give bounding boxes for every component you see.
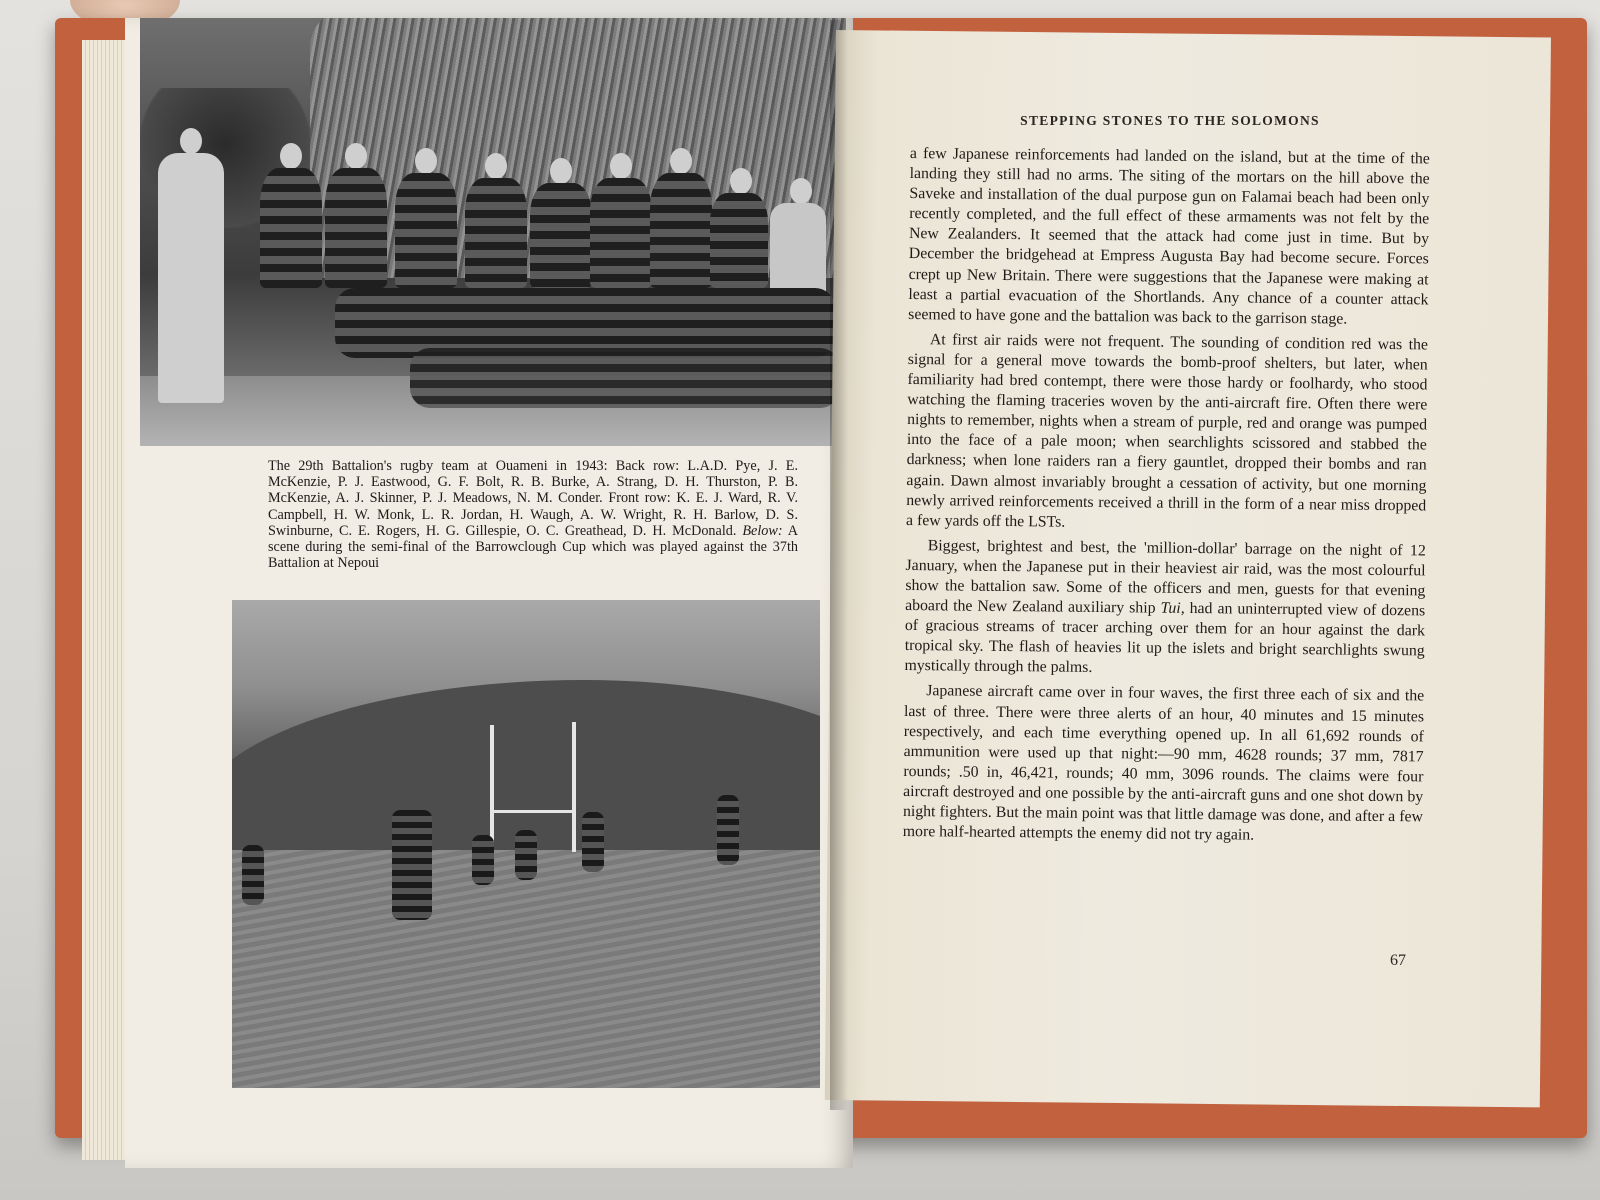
- match-photo: [232, 600, 820, 1088]
- caption-below-text: A scene during the semi-final of the Barrowclough Cup which was played against the 37th Battalion at Nepoui: [268, 522, 798, 572]
- photo-figure-head: [730, 168, 752, 194]
- photo-player: [325, 168, 387, 288]
- photo-figure-head: [345, 143, 367, 169]
- photo-seated-row: [410, 348, 840, 408]
- photo-player: [530, 183, 592, 288]
- photo-player: [260, 168, 322, 288]
- photo-figure-head: [280, 143, 302, 169]
- photo-caption: [268, 458, 798, 571]
- paragraph: a few Japanese reinforcements had landed on the island, but at the time of the landing they still had no arms. The siting of the mortars on the hill above the Saveke and installation of the dual purpose gun on Falamai beach had been only recently completed, and the full effect of these armaments was not felt by the New Zealanders. It seemed that the attack had come just in time. But by December the bridgehead at Empress Augusta Bay had become secure. Forces crept up New Britain. There were suggestions that the Japanese were making at least a partial evacuation of the Shortlands. Any chance of a counter attack seemed to have gone and the battalion was back to the garrison stage.: [908, 144, 1430, 328]
- page-body: [903, 144, 1430, 853]
- page-edges: [82, 40, 130, 1160]
- photo-figure-head: [550, 158, 572, 184]
- running-head: STEPPING STONES TO THE SOLOMONS: [1020, 113, 1320, 128]
- photo-figure-head: [670, 148, 692, 174]
- team-photo: [140, 18, 846, 446]
- photo-goal-post: [572, 722, 576, 852]
- paragraph-part: had an uninterrupted view of dozens of gracious streams of tracer arching over them for an hour against the dark tropical sky. The flash of heavies lit up the islets and bright searchlights swung mystically through the palms.: [904, 600, 1426, 677]
- gutter-shadow: [830, 20, 848, 1110]
- photo-figure-head: [610, 153, 632, 179]
- photo-figure-head: [180, 128, 202, 154]
- photo-player: [590, 178, 652, 288]
- photo-player: [650, 173, 712, 288]
- photo-figure-head: [415, 148, 437, 174]
- photo-runner: [242, 845, 264, 905]
- paragraph-part: Biggest, brightest and best, the 'million-dollar' barrage on the night of 12 January, when the Japanese put in their heaviest air raid, was the most colourful show the battalion saw. Some of the officers and men, guests for that evening aboard the New Zealand auxiliary ship: [905, 536, 1426, 617]
- caption-text: The 29th Battalion's rugby team at Ouameni in 1943: Back row: L.A.D. Pye, J. E. McKenzie, P. J. Eastwood, G. F. Bolt, R. B. Burke, A. Strang, D. H. Thurston, P. B. McKenzie, A. J. Skinner, P. J. Meadows, N. M. Conder. Front row: K. E. J. Ward, R. V. Campbell, H. W. Monk, L. R. Jordan, H. Waugh, A. W. Wright, R. H. Barlow, D. S. Swinburne, C. E. Rogers, H. G. Gillespie, O. C. Greathead, D. H. McDonald.: [268, 458, 798, 539]
- paragraph: Japanese aircraft came over in four waves, the first three each of six and the last of three. There were three alerts of an hour, 40 minutes and 15 minutes respectively, and each time everything opened up. In all 61,692 rounds of ammunition were used up that night:—90 mm, 4628 rounds; 37 mm, 7817 rounds; .50 in, 46,421, rounds; 40 mm, 3096 rounds. The claims were four aircraft destroyed and one possible by the anti-aircraft guns and one shot down by night fighters. But the main point was that little damage was done, and after a few more half-hearted attempts the enemy did not try again.: [902, 682, 1425, 844]
- caption-below-label: Below:: [742, 522, 783, 539]
- photo-player: [395, 173, 457, 288]
- photo-figure: [158, 153, 224, 403]
- photo-runner: [582, 812, 604, 872]
- paragraph: [904, 536, 1425, 682]
- page-number: 67: [1390, 952, 1406, 969]
- photo-figure-head: [485, 153, 507, 179]
- photo-figure-head: [790, 178, 812, 204]
- photo-runner: [515, 830, 537, 880]
- photo-field: [232, 850, 820, 1088]
- photo-player: [710, 193, 768, 288]
- paragraph: At first air raids were not frequent. The sounding of condition red was the signal for a general move towards the bomb-proof shelters, but later, when familiarity had bred contempt, there were those hardy or foolhardy, who stood watching the flaming traceries woven by the anti-aircraft fire. Often there were nights to remember, nights when a stream of purple, red and orange was pumped into the face of a pale moon; when searchlights scissored and stabbed the darkness; when lone raiders ran a fiery gauntlet, dropped their bombs and ran again. Dawn almost invariably brought a cessation of activity, but one morning newly arrived reinforcements received a thrill in the form of a near miss dropped a few yards off the LSTs.: [905, 331, 1429, 531]
- photo-runner: [472, 835, 494, 885]
- ship-name: Tui,: [1160, 599, 1185, 617]
- photo-crossbar: [490, 810, 576, 813]
- photo-runner: [392, 810, 432, 920]
- photo-runner: [717, 795, 739, 865]
- photo-player: [465, 178, 527, 288]
